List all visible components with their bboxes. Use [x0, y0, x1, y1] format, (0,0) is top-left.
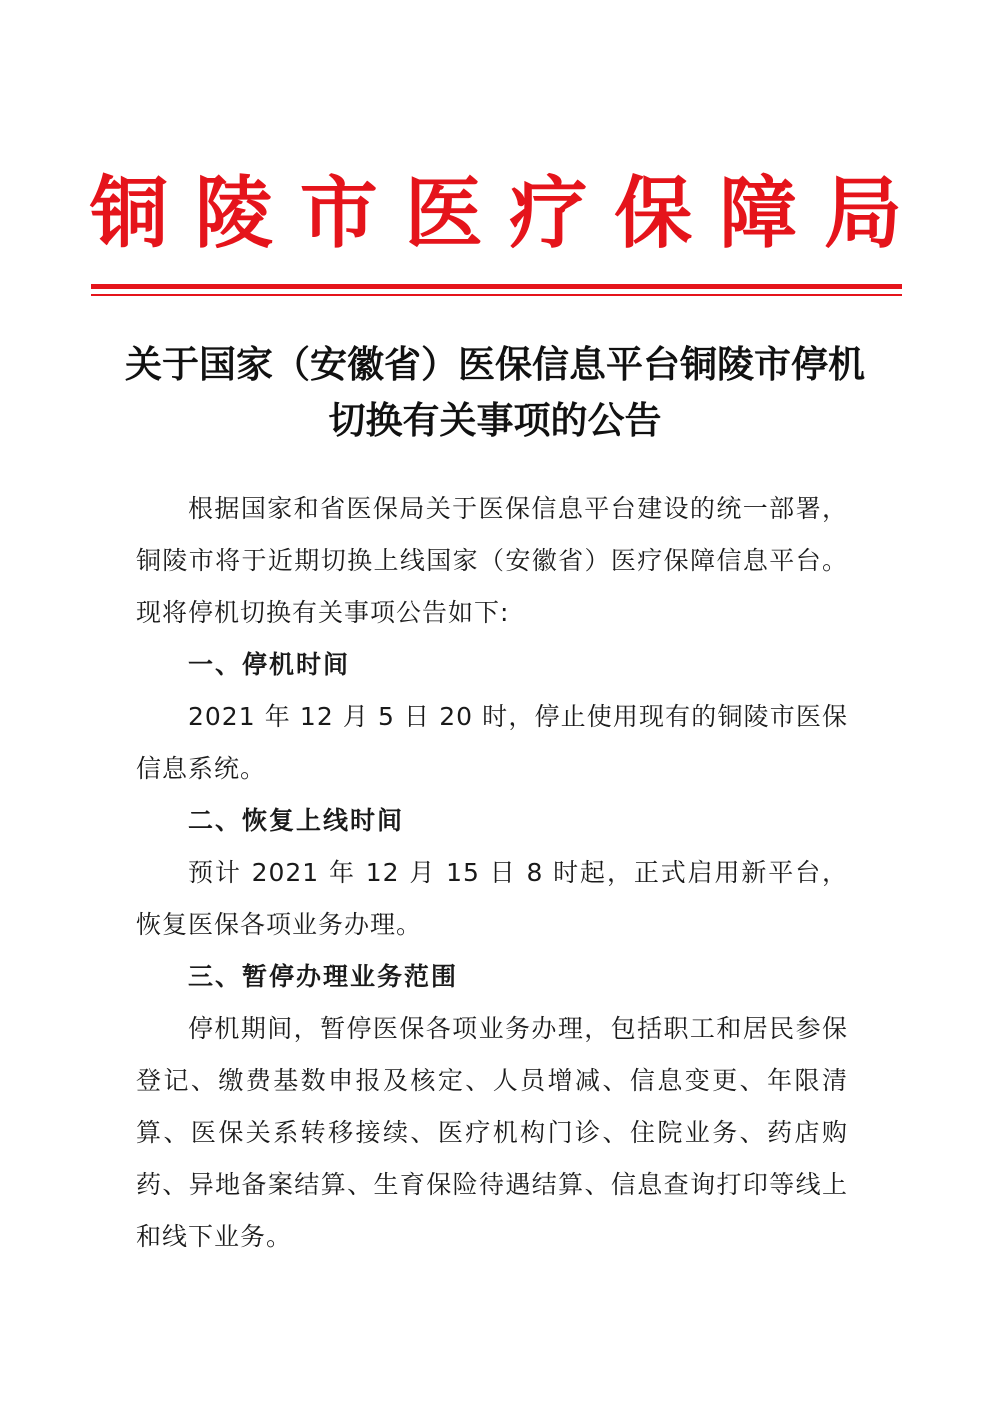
- section-heading-downtime: 一、停机时间: [188, 650, 351, 679]
- masthead-rule-thick: [91, 284, 902, 289]
- section-text-suspended-scope: 停机期间，暂停医保各项业务办理，包括职工和居民参保登记、缴费基数申报及核定、人员增减、信息变更、年限清算、医保关系转移接续、医疗机构门诊、住院业务、药店购药、异地备案结算、生育保险待遇结算、信息查询打印等线上和线下业务。: [136, 1014, 848, 1251]
- document-body: [136, 483, 848, 1263]
- section-heading-resume: 二、恢复上线时间: [188, 806, 405, 835]
- document-title: [100, 336, 890, 448]
- agency-masthead: 铜陵市医疗保障局: [90, 168, 902, 259]
- section-heading-suspended-scope: 三、暂停办理业务范围: [188, 962, 459, 991]
- document-title-line-1: 关于国家（安徽省）医保信息平台铜陵市停机: [125, 342, 865, 386]
- intro-paragraph: 根据国家和省医保局关于医保信息平台建设的统一部署，铜陵市将于近期切换上线国家（安徽省）医疗保障信息平台。现将停机切换有关事项公告如下:: [136, 494, 848, 627]
- document-title-line-2: 切换有关事项的公告: [328, 398, 662, 442]
- section-text-resume: 预计 2021 年 12 月 15 日 8 时起，正式启用新平台，恢复医保各项业务办理。: [136, 858, 848, 939]
- masthead-rule-thin: [91, 294, 902, 296]
- section-text-downtime: 2021 年 12 月 5 日 20 时，停止使用现有的铜陵市医保信息系统。: [136, 702, 848, 783]
